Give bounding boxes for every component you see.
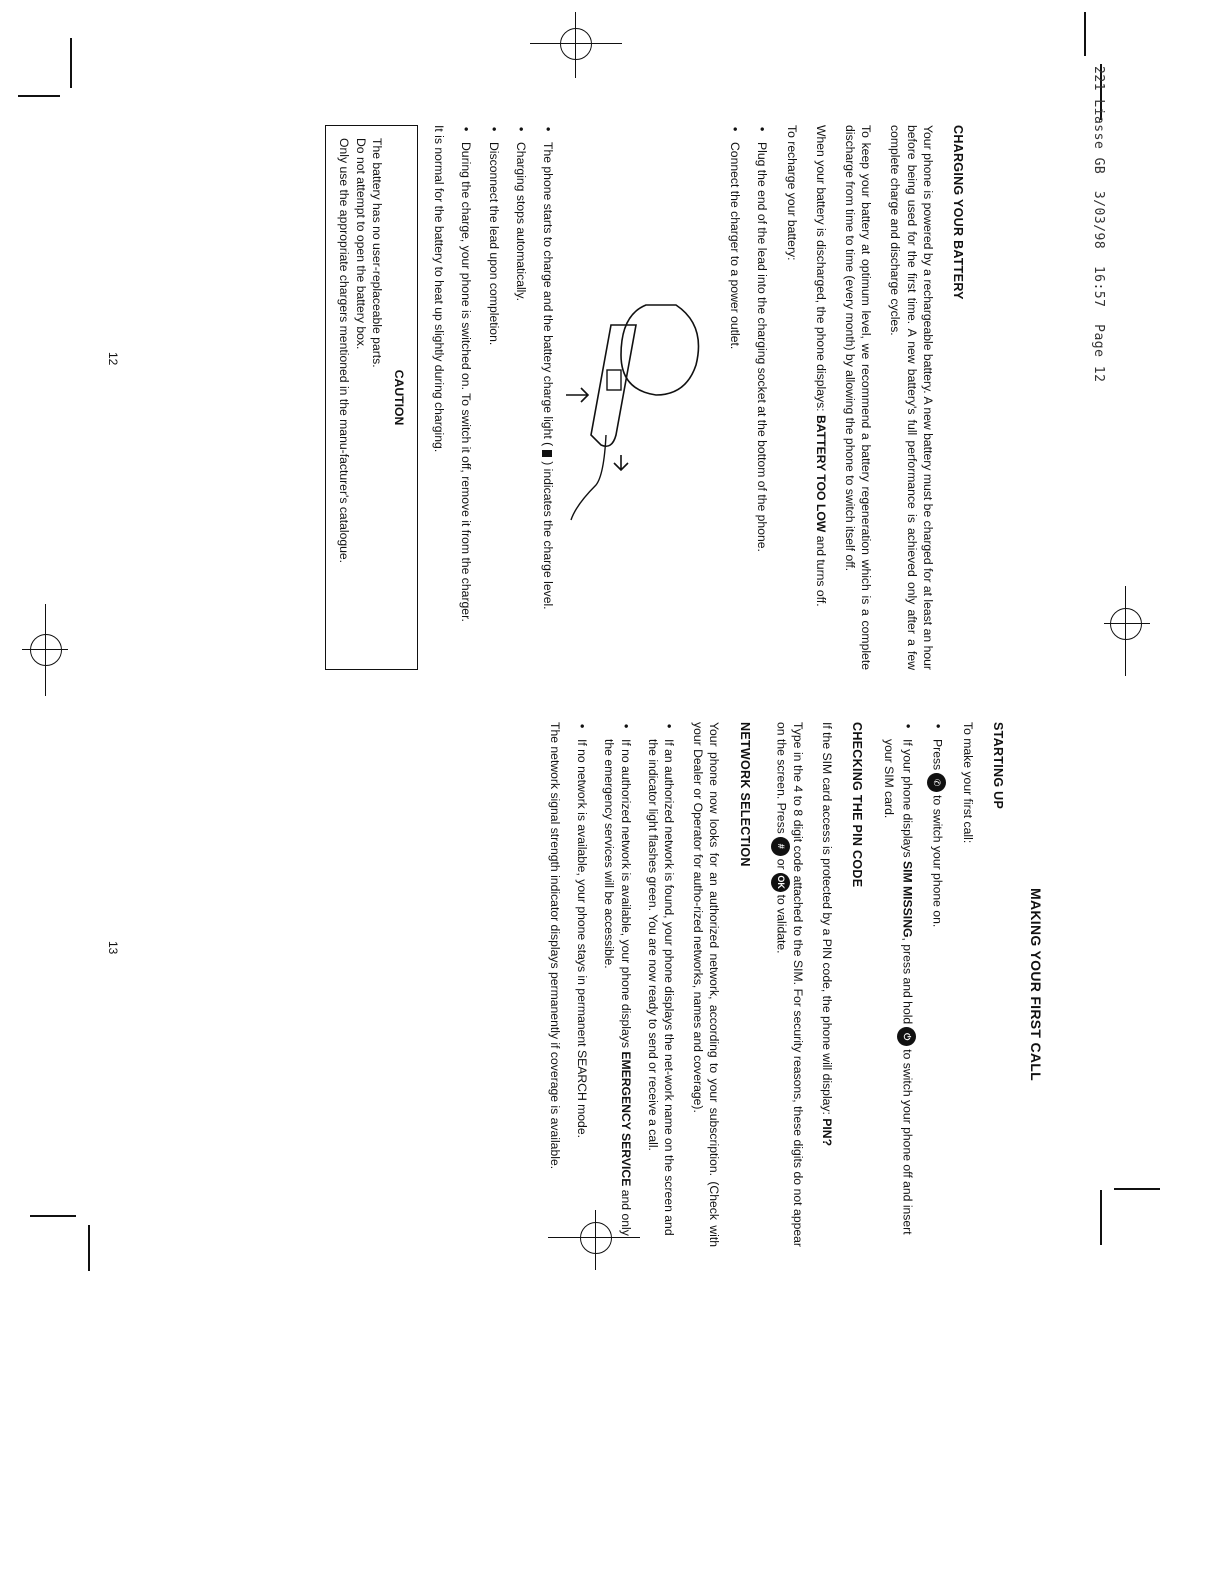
page-heading: CHARGING YOUR BATTERY bbox=[951, 125, 965, 300]
list-item: • If no network is available, your phone stays in permanent SEARCH mode. bbox=[574, 722, 590, 1247]
heat-note: It is normal for the battery to heat up slightly during charging. bbox=[432, 125, 447, 453]
starting-steps bbox=[881, 722, 946, 1247]
list-item: • Connect the charger to a power outlet. bbox=[727, 125, 743, 670]
list-item: • Press✆to switch your phone on. bbox=[927, 722, 946, 1247]
section-heading: NETWORK SELECTION bbox=[737, 722, 752, 867]
list-item: • If your phone displays SIM MISSING, press and hold⏻to switch your phone off and insert your SIM card. bbox=[881, 722, 916, 1247]
recharge-intro: To recharge your battery: bbox=[784, 125, 799, 261]
pin-intro: If the SIM card access is protected by a PIN code, the phone will display: PIN? bbox=[819, 722, 834, 1147]
recharge-steps bbox=[727, 125, 770, 670]
battery-low-notice: When your battery is discharged, the phone displays: BATTERY TOO LOW and turns off. bbox=[813, 125, 828, 607]
call-key-icon: ✆ bbox=[927, 773, 946, 792]
caution-box bbox=[325, 125, 418, 670]
page-number: 12 bbox=[106, 352, 120, 366]
list-item: • Charging stops automatically. bbox=[513, 125, 529, 670]
charging-notes bbox=[458, 125, 556, 670]
list-item: • Plug the end of the lead into the charging socket at the bottom of the phone. bbox=[754, 125, 770, 670]
caution-title: CAUTION bbox=[391, 369, 406, 426]
network-cases bbox=[574, 722, 677, 1247]
hash-key-icon: # bbox=[771, 837, 790, 856]
network-outro: The network signal strength indicator displays permanently if coverage is available. bbox=[547, 722, 562, 1170]
list-item: • If no authorized network is available, your phone displays EMERGENCY SERVICE and only the emergency services will be accessible. bbox=[601, 722, 633, 1247]
list-item: • During the charge, your phone is switched on. To switch it off, remove it from the charger. bbox=[458, 125, 474, 670]
charger-illustration bbox=[566, 285, 716, 525]
caution-line: The battery has no user-replaceable parts. bbox=[369, 138, 384, 368]
battery-intro: Your phone is powered by a rechargeable battery. A new battery must be charged for at least an hour before being used for the first time. A new battery's full performance is achieved only after a few complete charge and discharge cycles. bbox=[888, 125, 935, 670]
pin-instructions: Type in the 4 to 8 digit code attached to the SIM. For security reasons, these digits do not appear on the screen. Press#orOKto validate. bbox=[771, 722, 806, 1247]
list-item: • The phone starts to charge and the battery charge light () indicates the charge level. bbox=[540, 125, 556, 670]
list-item: • If an authorized network is found, your phone displays the net-work name on the screen and the indicator light flashes green. You are now ready to send or receive a call. bbox=[645, 722, 677, 1247]
section-heading: CHECKING THE PIN CODE bbox=[850, 722, 865, 888]
network-intro: Your phone now looks for an authorized network, according to your subscription. (Check with your Dealer or Operator for autho-rized networks, names and coverage). bbox=[691, 722, 722, 1247]
left-page bbox=[325, 125, 966, 670]
section-heading: STARTING UP bbox=[990, 722, 1005, 810]
caution-line: Only use the appropriate chargers mentioned in the manu-facturer's catalogue. bbox=[337, 138, 352, 564]
caution-line: Do not attempt to open the battery box. bbox=[353, 138, 368, 350]
battery-icon bbox=[542, 450, 552, 457]
right-page bbox=[534, 722, 1044, 1247]
print-slug: 221 Liasse GB 3/03/98 16:57 Page 12 bbox=[1091, 66, 1106, 383]
battery-regeneration: To keep your battery at optimum level, we recommend a battery regeneration which is a complete discharge from time to time (every month) by allowing the phone to switch itself off. bbox=[842, 125, 874, 670]
power-key-icon: ⏻ bbox=[897, 1027, 916, 1046]
page-number: 13 bbox=[106, 941, 120, 955]
page-heading: MAKING YOUR FIRST CALL bbox=[1028, 887, 1044, 1081]
ok-key-icon: OK bbox=[771, 873, 790, 892]
starting-intro: To make your first call: bbox=[960, 722, 975, 844]
list-item: • Disconnect the lead upon completion. bbox=[485, 125, 501, 670]
